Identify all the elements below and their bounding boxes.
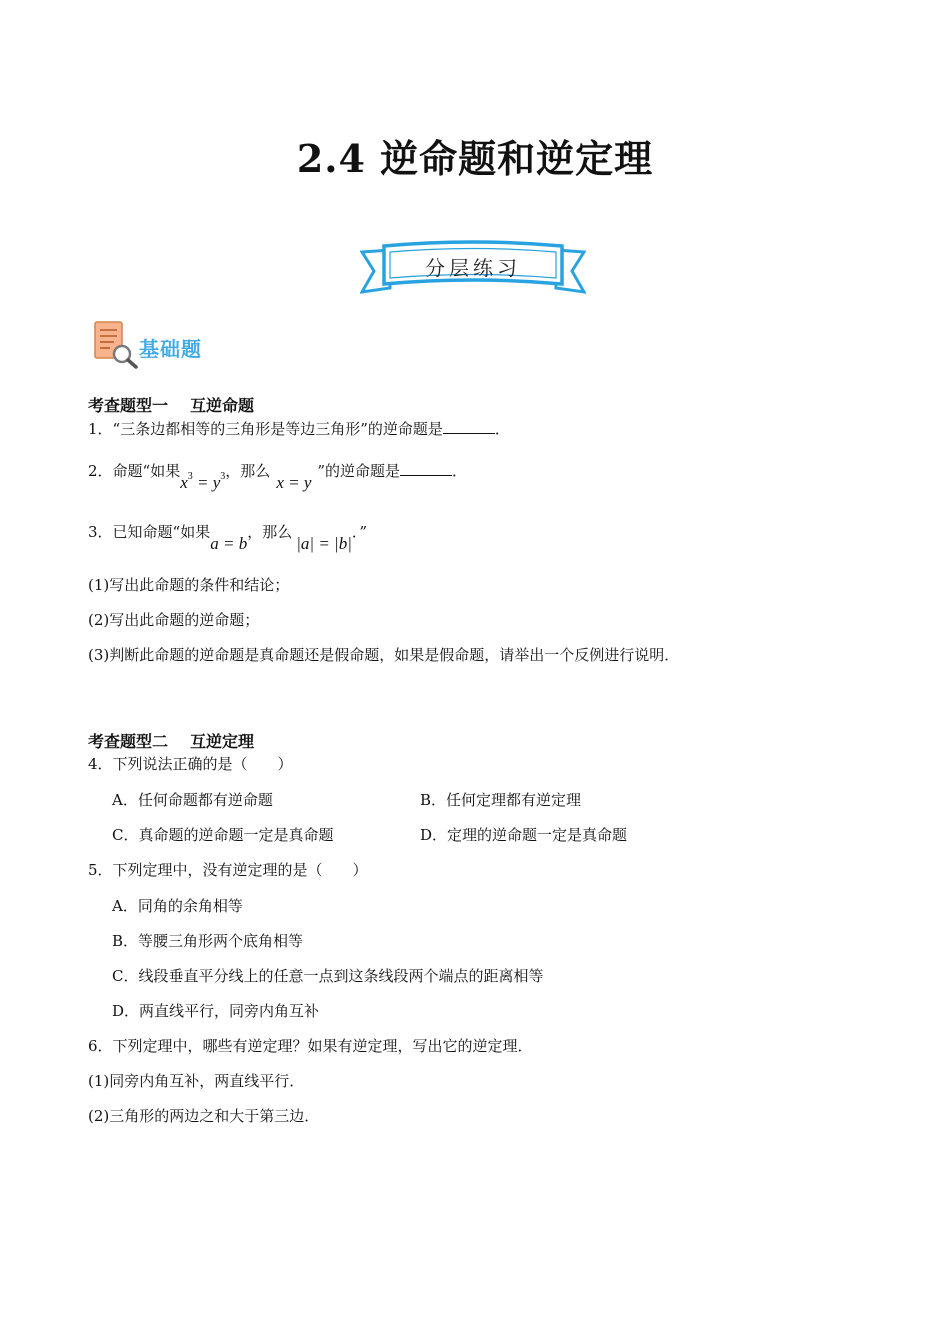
- math-expression: |a| = |b|: [296, 534, 352, 553]
- level-badge: [92, 320, 232, 370]
- question-5-stem: 5．下列定理中，没有逆定理的是（ ）: [88, 861, 368, 879]
- option-d[interactable]: D．两直线平行，同旁内角互补: [112, 1002, 320, 1020]
- sub-question: (2)三角形的两边之和大于第三边．: [88, 1107, 320, 1125]
- section-label: 考查题型二: [88, 732, 169, 751]
- sub-question: (2)写出此命题的逆命题；: [88, 611, 260, 629]
- sub-question: (1)同旁内角互补，两直线平行．: [88, 1072, 305, 1090]
- option-b[interactable]: B．等腰三角形两个底角相等: [112, 932, 304, 950]
- answer-blank[interactable]: [443, 419, 495, 434]
- page-title: 2.4 逆命题和逆定理: [296, 136, 654, 181]
- option-a[interactable]: A．任何命题都有逆命题: [112, 791, 273, 809]
- question-2: [88, 453, 467, 492]
- question-1: [88, 418, 510, 439]
- option-d[interactable]: D．定理的逆命题一定是真命题: [420, 826, 628, 844]
- section-banner: [360, 240, 586, 298]
- option-a[interactable]: A．同角的余角相等: [112, 897, 243, 915]
- question-3: [88, 514, 368, 553]
- document-search-icon: [92, 320, 140, 370]
- option-c[interactable]: C．真命题的逆命题一定是真命题: [112, 826, 334, 844]
- section-label: 考查题型一: [88, 396, 169, 415]
- section-heading: [88, 393, 254, 416]
- question-4-stem: 4．下列说法正确的是（ ）: [88, 755, 293, 773]
- banner-label: 分层练习: [425, 256, 521, 280]
- question-number: 3．: [88, 523, 113, 541]
- question-text: ，那么: [247, 523, 293, 541]
- question-6-stem: 6．下列定理中，哪些有逆定理？如果有逆定理，写出它的逆定理．: [88, 1037, 533, 1055]
- question-number: 1．: [88, 420, 113, 438]
- math-expression: a = b: [210, 534, 248, 553]
- sub-question: (1)写出此命题的条件和结论；: [88, 576, 290, 594]
- section-heading: [88, 729, 254, 752]
- question-text: 命题“如果: [112, 462, 181, 480]
- question-text: ，那么: [225, 462, 271, 480]
- badge-label: 基础题: [139, 337, 202, 361]
- question-text: 已知命题“如果: [112, 523, 211, 541]
- answer-blank[interactable]: [400, 461, 452, 476]
- math-expression: x = y: [276, 473, 312, 492]
- math-expression: $x^3 = y^3$: [180, 471, 226, 492]
- question-text: “三条边都相等的三角形是等边三角形”的逆命题是: [112, 420, 443, 438]
- question-text: ”的逆命题是: [317, 462, 401, 480]
- section-topic: 互逆命题: [190, 396, 255, 415]
- option-c[interactable]: C．线段垂直平分线上的任意一点到这条线段两个端点的距离相等: [112, 967, 544, 985]
- question-end: ．: [494, 420, 510, 438]
- sub-question: (3)判断此命题的逆命题是真命题还是假命题，如果是假命题，请举出一个反例进行说明．: [88, 646, 680, 664]
- question-text: ．”: [351, 523, 368, 541]
- section-topic: 互逆定理: [190, 732, 255, 751]
- option-b[interactable]: B．任何定理都有逆定理: [420, 791, 582, 809]
- question-end: ．: [452, 462, 468, 480]
- question-number: 2．: [88, 462, 113, 480]
